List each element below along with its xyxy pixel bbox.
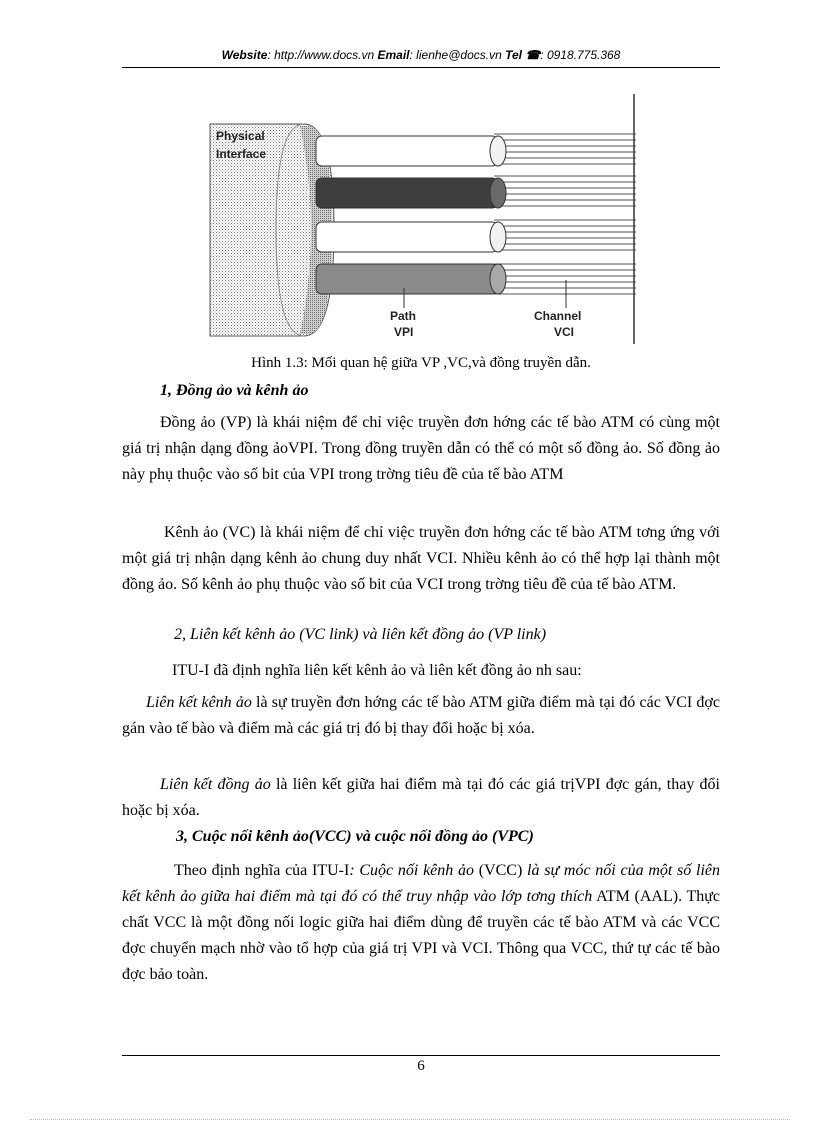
tel-label: Tel ☎	[505, 48, 541, 62]
interface-label: Interface	[216, 147, 267, 161]
s3-italic2: là sự móc nối của một số liên kết kênh ảo giữa hai điểm mà tại đó có thể truy nhập vào lớp tơng thích	[122, 862, 721, 905]
website-value: : http://www.docs.vn	[267, 48, 375, 62]
section1-para1: Đồng ảo (VP) là khái niệm để chỉ việc truyền đơn hớng các tế bào ATM có cùng một giá trị nhận dạng đồng ảoVPI. Trong đồng truyền dẫn có thể có một số đồng ảo. Số đồng ảo này phụ thuộc vào số bit của VPI trong trờng tiêu đề của tế bào ATM	[122, 414, 720, 483]
section2-heading: 2, Liên kết kênh ảo (VC link) và liên kết đồng ảo (VP link)	[174, 626, 547, 643]
website-label: Website	[221, 48, 268, 62]
section2-def1	[122, 690, 720, 742]
def2-text: là liên kết giữa hai điểm mà tại đó các giá trịVPI đợc gán, thay đổi hoặc bị xóa.	[122, 776, 721, 819]
section3-para	[122, 858, 720, 988]
tel-value: : 0918.775.368	[540, 48, 621, 62]
page-header	[122, 48, 720, 62]
header-rule	[122, 67, 720, 68]
channel-label: Channel	[534, 309, 582, 323]
bottom-border	[30, 1119, 790, 1120]
vci-label: VCI	[554, 325, 575, 339]
vpi-label: VPI	[394, 325, 414, 339]
section2-def2	[122, 772, 720, 824]
s3-start: Theo định nghĩa của ITU-I	[174, 862, 350, 879]
section1-heading: 1, Đồng ảo và kênh ảo	[160, 382, 309, 399]
def1-term: Liên kết kênh ảo	[146, 694, 252, 711]
def2-term: Liên kết đồng ảo	[160, 776, 271, 793]
section1-para2: Kênh ảo (VC) là khái niệm để chỉ việc truyền đơn hớng các tế bào ATM tơng ứng với một giá trị nhận dạng kênh ảo chung duy nhất VCI. Nhiều kênh ảo có thể hợp lại thành một đồng ảo. Số kênh ảo phụ thuộc vào số bit của VCI trong trờng tiêu đề của tế bào ATM.	[122, 524, 720, 593]
path-label: Path	[390, 309, 417, 323]
email-value: : lienhe@docs.vn	[409, 48, 502, 62]
s3-mid1: (VCC)	[474, 862, 528, 879]
figure-caption: Hình 1.3: Mối quan hệ giữa VP ,VC,và đồng truyền dẫn.	[251, 355, 591, 371]
section3-heading: 3, Cuộc nối kênh ảo(VCC) và cuộc nối đồng ảo (VPC)	[176, 828, 534, 845]
section2-intro: ITU-I đã định nghĩa liên kết kênh ảo và liên kết đồng ảo nh sau:	[172, 662, 582, 679]
page-number: 6	[417, 1058, 425, 1074]
s3-italic1: : Cuộc nối kênh ảo	[349, 862, 475, 879]
footer-rule	[122, 1055, 720, 1056]
physical-label: Physical	[216, 129, 265, 143]
def1-text: là sự truyền đơn hớng các tế bào ATM giữa điểm mà tại đó các VCI đợc gán vào tế bào và điểm mà các giá trị đó bị thay đổi hoặc bị xóa.	[122, 694, 720, 737]
email-label: Email	[377, 48, 410, 62]
cable-figure	[204, 94, 638, 344]
s3-rest: ATM (AAL). Thực chất VCC là một đồng nối logic giữa hai điểm dùng để truyền các tế bào ATM và các VCC đợc chuyển mạch nhờ vào tổ hợp của giá trị VPI và VCI. Thông qua VCC, thứ tự các tế bào đợc bảo toàn.	[122, 888, 720, 983]
